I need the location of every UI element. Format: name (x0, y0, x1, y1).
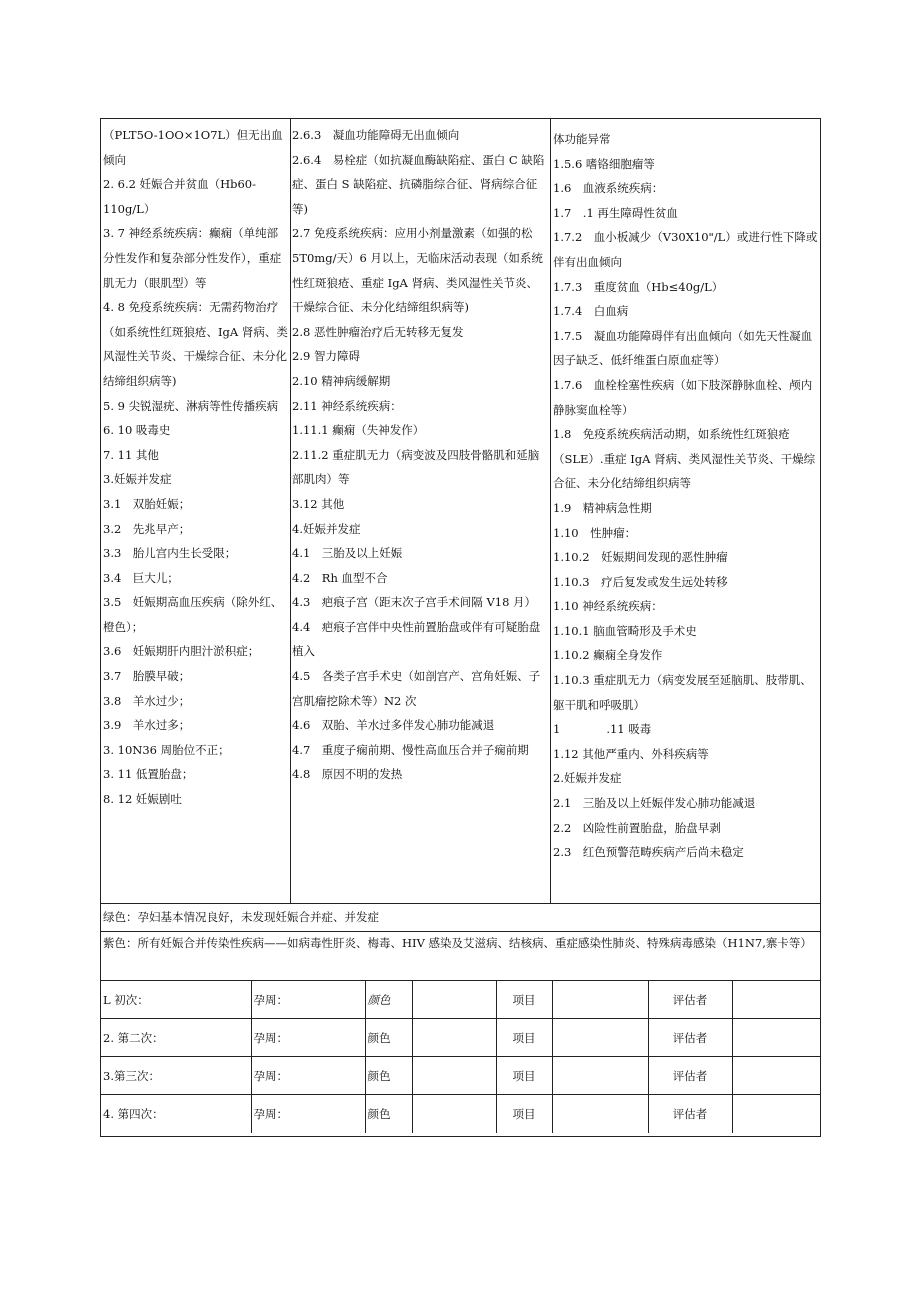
gestational-week-label: 孕周： (251, 981, 365, 1019)
visit-label: L 初次： (101, 981, 251, 1019)
criteria-line: 1.11.1 癫痫（失神发作） (292, 423, 425, 438)
criteria-line: 1.10.3 疗后复发或发生远处转移 (553, 574, 728, 589)
criteria-line: 3. 7 神经系统疾病：癫痫（单纯部分性发作和复杂部分性发作），重症肌无力（眼肌型）等 (103, 226, 282, 290)
assessor-value-cell[interactable] (732, 981, 820, 1019)
item-value-cell[interactable] (552, 1019, 648, 1057)
item-value-cell[interactable] (552, 1057, 648, 1095)
item-label: 项目 (496, 1095, 552, 1133)
assessor-value-cell[interactable] (732, 1019, 820, 1057)
criteria-line: 4.7 重度子痫前期、慢性高血压合并子痫前期 (292, 742, 529, 757)
criteria-line: 3.3 胎儿宫内生长受限； (103, 546, 237, 561)
criteria-line: 2.2 凶险性前置胎盘，胎盘早剥 (553, 820, 721, 835)
criteria-line: 4.妊娠并发症 (292, 521, 361, 536)
criteria-line: 3.9 羊水过多； (103, 718, 191, 733)
criteria-line: 4.3 疤痕子宫（距末次子宫手术间隔 V18 月） (292, 595, 537, 610)
criteria-line: 3. 11 低置胎盘； (103, 767, 194, 782)
criteria-line: 1.10.2 癫痫全身发作 (553, 648, 663, 663)
criteria-line: 1.10 性肿瘤： (553, 525, 637, 540)
criteria-columns (101, 119, 820, 903)
visit-label: 4. 第四次： (101, 1095, 251, 1133)
criteria-line: 1.10.1 脑血管畸形及手术史 (553, 623, 697, 638)
criteria-line: 2.10 精神病缓解期 (292, 373, 391, 388)
criteria-line: 1.8 免疫系统疾病活动期，如系统性红斑狼疮（SLE）.重症 IgA 肾病、类风湿性关节炎、干燥综合征、未分化结缔组织病等 (553, 427, 816, 491)
color-label: 颜色 (365, 1019, 412, 1057)
color-label: 颜色 (365, 1057, 412, 1095)
color-label: 颜色 (365, 981, 412, 1019)
criteria-line: 1.7.5 凝血功能障碍伴有出血倾向（如先天性凝血因子缺乏、低纤维蛋白原血症等） (553, 328, 813, 368)
criteria-line: 4.4 疤痕子宫伴中央性前置胎盘或伴有可疑胎盘植入 (292, 619, 541, 659)
criteria-line: 1.7.2 血小板减少（V30X10"/L）或进行性下降或伴有出血倾向 (553, 230, 818, 269)
criteria-line: 4.1 三胎及以上妊娠 (292, 546, 403, 561)
assessor-label: 评估者 (648, 1019, 732, 1057)
assessor-value-cell[interactable] (732, 1095, 820, 1133)
visit-label: 3.第三次： (101, 1057, 251, 1095)
criteria-line: 体功能异常 (553, 132, 611, 146)
item-label: 项目 (496, 981, 552, 1019)
criteria-line: 8. 12 妊娠剧吐 (103, 792, 182, 807)
criteria-line: 2.3 红色预警范畴疾病产后尚未稳定 (553, 845, 744, 860)
criteria-line: 5. 9 尖锐湿疣、淋病等性传播疾病 (103, 398, 279, 413)
criteria-line: 2.6.3 凝血功能障碍无出血倾向 (292, 128, 460, 142)
criteria-line: 7. 11 其他 (103, 447, 159, 462)
column-yellow-criteria (101, 119, 291, 903)
criteria-line: 2.11 神经系统疾病： (292, 398, 402, 413)
criteria-line: 3.5 妊娠期高血压疾病（除外红、橙色）； (103, 595, 283, 634)
gestational-week-label: 孕周： (251, 1019, 365, 1057)
visit-label: 2. 第二次： (101, 1019, 251, 1057)
gestational-week-label: 孕周： (251, 1095, 365, 1133)
color-value-cell[interactable] (412, 1019, 496, 1057)
criteria-line: 1.7.4 白血病 (553, 304, 629, 319)
criteria-line: （PLT5O-1OO×1O7L）但无出血倾向 (103, 128, 283, 167)
evaluation-row (101, 1095, 820, 1133)
criteria-line: 4.2 Rh 血型不合 (292, 570, 388, 585)
criteria-line: 2.7 免疫系统疾病：应用小剂量激素（如强的松 5T0mg/天）6 月以上，无临床活动表现（如系统性红斑狼疮、重症 IgA 肾病、类风湿性关节炎、干燥综合征、未分化结缔组织病等) (292, 226, 543, 315)
evaluation-row (101, 981, 820, 1019)
criteria-line: 4. 8 免疫系统疾病：无需药物治疗（如系统性红斑狼疮、IgA 肾病、类风湿性关节炎、干燥综合征、未分化结缔组织病等) (103, 300, 288, 388)
color-value-cell[interactable] (412, 1057, 496, 1095)
color-label: 颜色 (365, 1095, 412, 1133)
evaluation-table (101, 980, 820, 1133)
criteria-line: 2.11.2 重症肌无力（病变波及四肢骨骼肌和延脑部肌肉）等 (292, 447, 540, 487)
criteria-line: 6. 10 吸毒史 (103, 423, 171, 438)
assessor-label: 评估者 (648, 1095, 732, 1133)
criteria-line: 3.12 其他 (292, 496, 345, 511)
criteria-line: 4.8 原因不明的发热 (292, 767, 403, 782)
column-orange-criteria (291, 119, 551, 903)
criteria-line: 1.7.3 重度贫血（Hb≤40g/L） (553, 279, 724, 294)
criteria-line: 3.8 羊水过少； (103, 693, 191, 708)
criteria-line: 1.7 .1 再生障碍性贫血 (553, 205, 678, 220)
color-value-cell[interactable] (412, 981, 496, 1019)
criteria-line: 3.7 胎膜早破； (103, 669, 191, 684)
criteria-line: 1.9 精神病急性期 (553, 500, 652, 515)
green-level-row: 绿色：孕妇基本情况良好，未发现妊娠合并症、并发症 (101, 903, 820, 931)
criteria-line: 3. 10N36 周胎位不正； (103, 742, 230, 757)
criteria-line: 1.6 血液系统疾病： (553, 181, 664, 196)
item-label: 项目 (496, 1057, 552, 1095)
criteria-line: 3.6 妊娠期肝内胆汁淤积症； (103, 644, 260, 659)
criteria-line: 2.妊娠并发症 (553, 771, 622, 786)
item-label: 项目 (496, 1019, 552, 1057)
gestational-week-label: 孕周： (251, 1057, 365, 1095)
assessor-label: 评估者 (648, 1057, 732, 1095)
criteria-line: 1.7.6 血栓栓塞性疾病（如下肢深静脉血栓、颅内静脉窦血栓等） (553, 377, 813, 417)
evaluation-row (101, 1019, 820, 1057)
criteria-line: 1 .11 吸毒 (553, 722, 652, 737)
criteria-line: 3.妊娠并发症 (103, 472, 172, 487)
criteria-line: 1.10.3 重症肌无力（病变发展至延脑肌、肢带肌、躯干肌和呼吸肌） (553, 673, 812, 712)
color-value-cell[interactable] (412, 1095, 496, 1133)
criteria-line: 2.9 智力障碍 (292, 349, 360, 364)
criteria-line: 2.6.4 易栓症（如抗凝血酶缺陷症、蛋白 C 缺陷症、蛋白 S 缺陷症、抗磷脂综合征、肾病综合征等) (292, 152, 545, 216)
criteria-line: 2.1 三胎及以上妊娠伴发心肺功能减退 (553, 796, 756, 811)
assessor-value-cell[interactable] (732, 1057, 820, 1095)
criteria-line: 4.6 双胎、羊水过多伴发心肺功能减退 (292, 718, 495, 733)
criteria-line: 3.1 双胎妊娠； (103, 496, 191, 511)
criteria-line: 1.5.6 嗜铬细胞瘤等 (553, 156, 655, 171)
criteria-line: 2. 6.2 妊娠合并贫血（Hb60-110g/L） (103, 177, 256, 216)
item-value-cell[interactable] (552, 1095, 648, 1133)
criteria-line: 1.10.2 妊娠期间发现的恶性肿瘤 (553, 550, 728, 565)
column-red-criteria (551, 119, 820, 903)
criteria-line: 3.4 巨大儿； (103, 570, 179, 585)
criteria-line: 4.5 各类子宫手术史（如剖宫产、宫角妊娠、子宫肌瘤挖除术等）N2 次 (292, 669, 541, 708)
risk-assessment-form (100, 118, 821, 1137)
assessor-label: 评估者 (648, 981, 732, 1019)
evaluation-row (101, 1057, 820, 1095)
purple-level-row: 紫色：所有妊娠合并传染性疾病——如病毒性肝炎、梅毒、HIV 感染及艾滋病、结核病、重症感染性肺炎、特殊病毒感染（H1N7,寨卡等） (101, 931, 820, 980)
item-value-cell[interactable] (552, 981, 648, 1019)
criteria-line: 1.12 其他严重内、外科疾病等 (553, 746, 709, 761)
criteria-line: 2.8 恶性肿瘤治疗后无转移无复发 (292, 324, 464, 339)
criteria-line: 1.10 神经系统疾病： (553, 599, 663, 614)
criteria-line: 3.2 先兆早产； (103, 521, 191, 536)
